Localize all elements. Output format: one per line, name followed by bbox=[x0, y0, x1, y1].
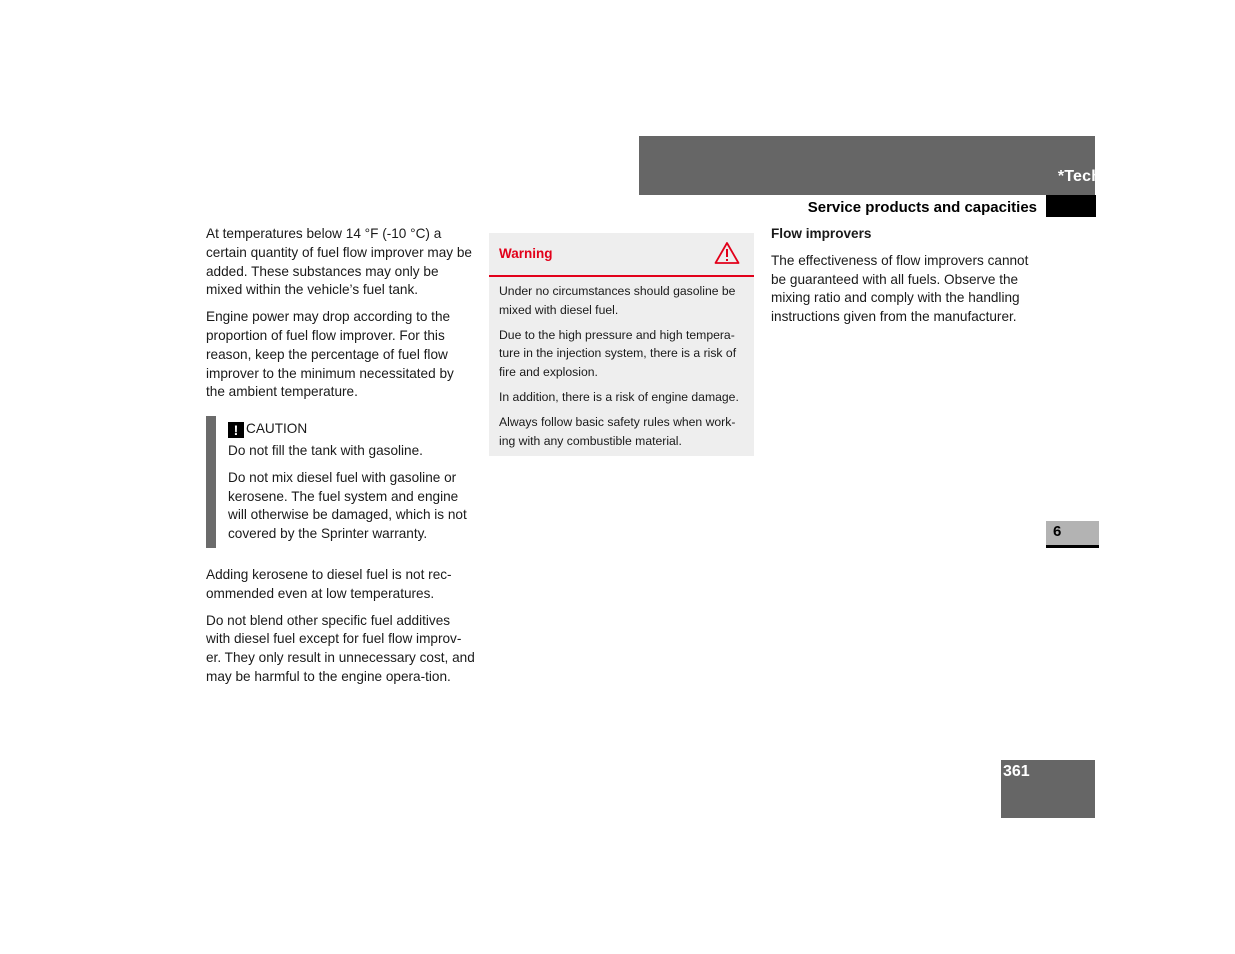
paragraph: Adding kerosene to diesel fuel is not rec-ommended even at low temperatures. bbox=[206, 566, 452, 601]
warning-body bbox=[489, 277, 754, 450]
warning-title: Warning bbox=[499, 246, 553, 261]
section-marker-bar bbox=[1046, 195, 1096, 217]
page-number: 361 bbox=[1003, 763, 1030, 780]
caution-text: Do not mix diesel fuel with gasoline or kerosene. The fuel system and engine will otherwise be damaged, which is not covered by the Sprinter warranty. bbox=[228, 469, 467, 542]
chapter-tab-number: 6 bbox=[1053, 523, 1062, 540]
warning-header bbox=[489, 233, 754, 277]
caution-block bbox=[206, 416, 476, 548]
subheading: Flow improvers bbox=[771, 226, 872, 241]
warning-text: Always follow basic safety rules when work-ing with any combustible material. bbox=[499, 414, 736, 448]
warning-box bbox=[489, 233, 754, 456]
caution-bar bbox=[206, 416, 216, 548]
warning-text: In addition, there is a risk of engine damage. bbox=[499, 389, 739, 404]
section-title: Service products and capacities bbox=[807, 199, 1037, 216]
right-column bbox=[771, 225, 1041, 335]
page-number-box bbox=[1001, 760, 1095, 818]
header-band bbox=[639, 136, 1095, 195]
paragraph: Do not blend other specific fuel additives with diesel fuel except for fuel flow improv-er. They only result in unnecessary cost, and may be harmful to the engine opera-tion. bbox=[206, 612, 475, 684]
left-column bbox=[206, 225, 476, 695]
caution-header bbox=[228, 420, 476, 439]
caution-text: Do not fill the tank with gasoline. bbox=[228, 442, 423, 458]
paragraph: At temperatures below 14 °F (‑10 °C) a certain quantity of fuel flow improver may be added. These substances may only be mixed within the vehicle’s fuel tank. bbox=[206, 226, 472, 298]
warning-triangle-icon bbox=[714, 241, 740, 265]
exclamation-icon: ! bbox=[228, 422, 244, 438]
chapter-title: *Technical data bbox=[1057, 168, 1177, 185]
paragraph: Engine power may drop according to the proportion of fuel flow improver. For this reason, keep the percentage of fuel flow improver to the minimum necessitated by the ambient temperature. bbox=[206, 309, 454, 400]
paragraph: The effectiveness of flow improvers cannot be guaranteed with all fuels. Observe the mixing ratio and comply with the handling instructions given from the manufacturer. bbox=[771, 252, 1029, 325]
warning-text: Under no circumstances should gasoline be mixed with diesel fuel. bbox=[499, 284, 736, 317]
chapter-tab[interactable] bbox=[1046, 521, 1099, 548]
warning-text: Due to the high pressure and high tempera-ture in the injection system, there is a risk of fire and explosion. bbox=[499, 327, 737, 380]
caution-label: CAUTION bbox=[246, 421, 308, 437]
